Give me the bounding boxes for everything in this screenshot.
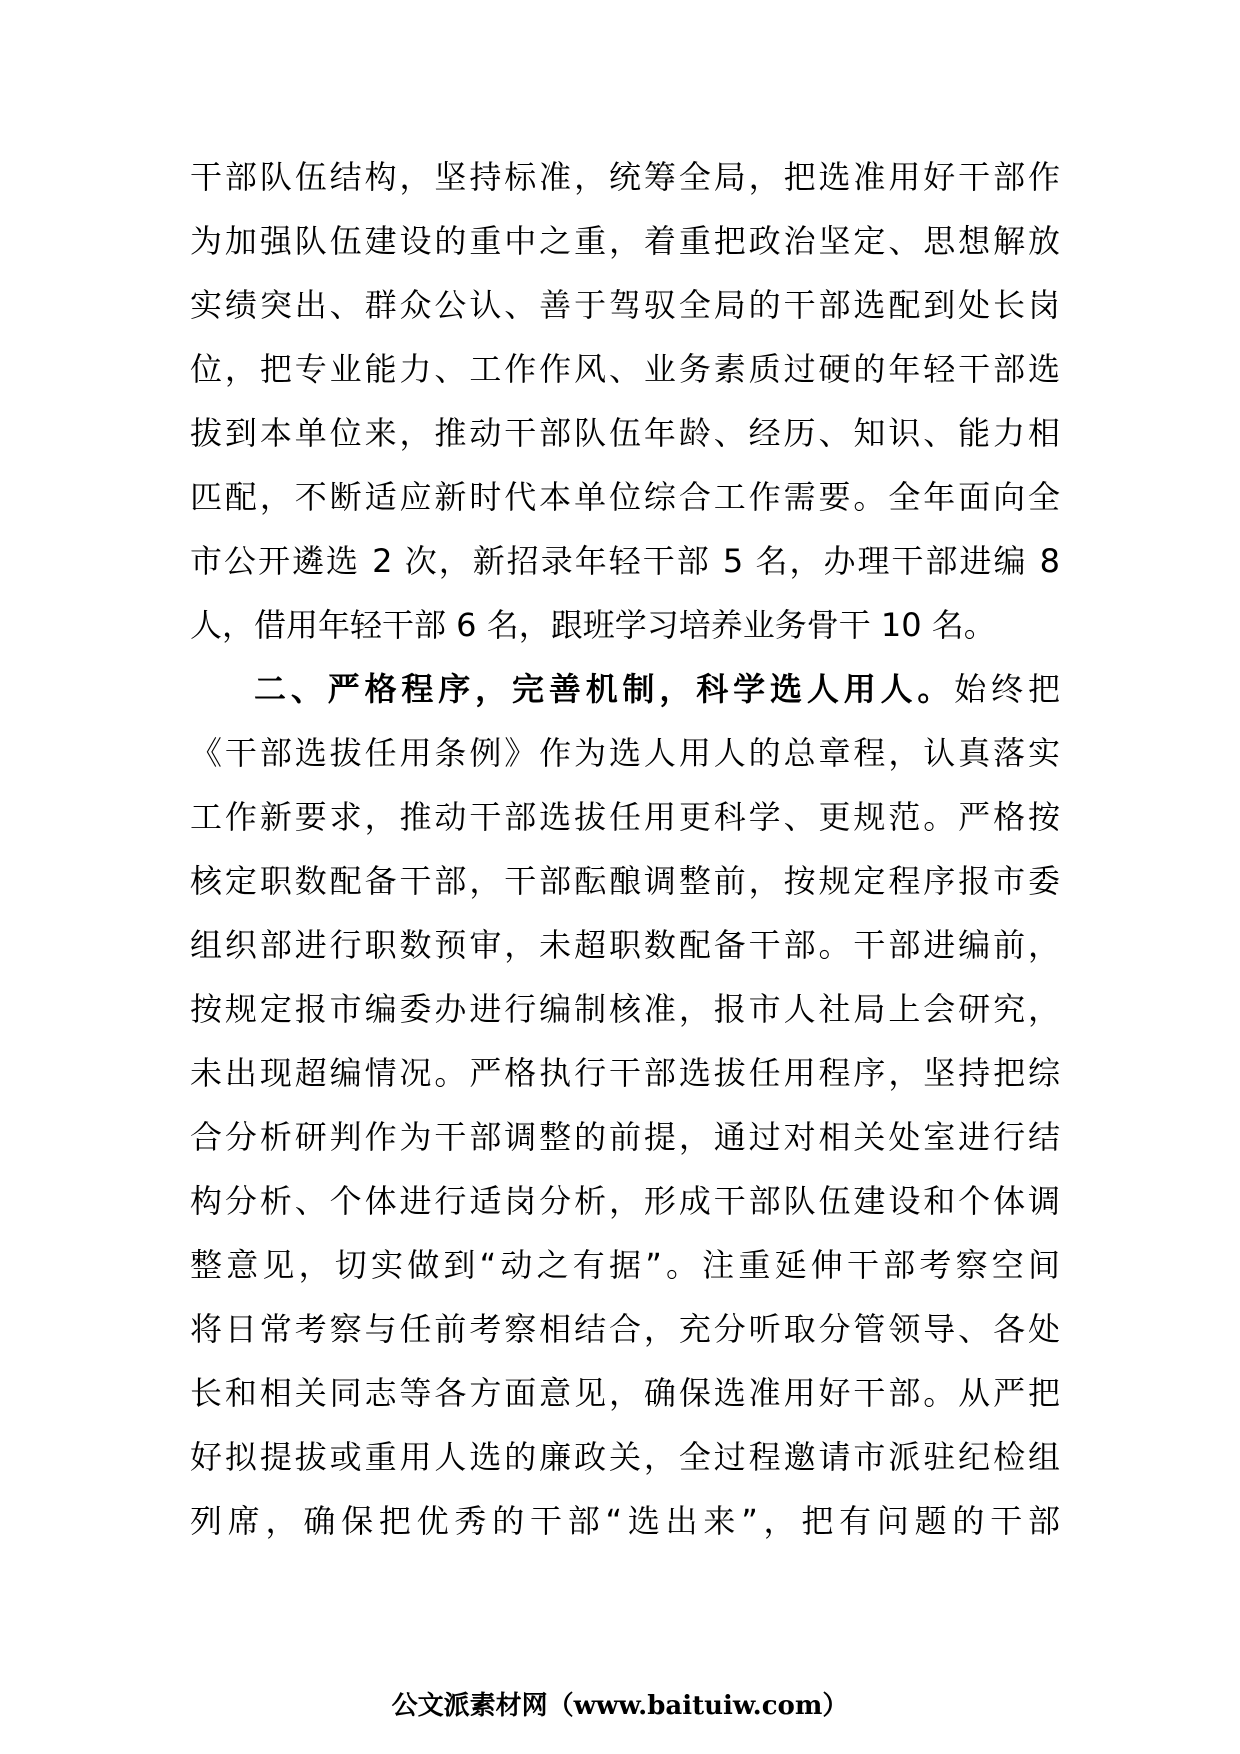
section-line: 《干部选拔任用条例》作为选人用人的总章程，认真落实 — [190, 734, 1060, 772]
paragraph-line: 匹配，不断适应新时代本单位综合工作需要。全年面向全 — [190, 478, 1060, 516]
paragraph-line: 拔到本单位来，推动干部队伍年龄、经历、知识、能力相 — [190, 414, 1060, 452]
section-heading: 二、严格程序，完善机制，科学选人用人。 — [254, 670, 955, 708]
section-line: 整意见，切实做到“动之有据”。注重延伸干部考察空间 — [190, 1246, 1060, 1284]
section-line: 核定职数配备干部，干部酝酿调整前，按规定程序报市委 — [190, 862, 1060, 900]
paragraph-line: 干部队伍结构，坚持标准，统筹全局，把选准用好干部作 — [190, 158, 1060, 196]
section-line: 构分析、个体进行适岗分析，形成干部队伍建设和个体调 — [190, 1182, 1060, 1220]
paragraph-line: 为加强队伍建设的重中之重，着重把政治坚定、思想解放 — [190, 222, 1060, 260]
paragraph-line: 实绩突出、群众公认、善于驾驭全局的干部选配到处长岗 — [190, 286, 1060, 324]
section-line: 将日常考察与任前考察相结合，充分听取分管领导、各处 — [190, 1310, 1060, 1348]
section-line: 按规定报市编委办进行编制核准，报市人社局上会研究， — [190, 990, 1060, 1028]
section-line: 合分析研判作为干部调整的前提，通过对相关处室进行结 — [190, 1118, 1060, 1156]
paragraph-line-last: 人，借用年轻干部 6 名，跟班学习培养业务骨干 10 名。 — [190, 606, 996, 644]
section-heading-line — [254, 657, 1060, 721]
section-line: 好拟提拔或重用人选的廉政关，全过程邀请市派驻纪检组 — [190, 1438, 1060, 1476]
paragraph-line: 市公开遴选 2 次，新招录年轻干部 5 名，办理干部进编 8 — [190, 542, 1060, 580]
section-line: 未出现超编情况。严格执行干部选拔任用程序，坚持把综 — [190, 1054, 1060, 1092]
section-line: 列席，确保把优秀的干部“选出来”，把有问题的干部 — [190, 1502, 1060, 1540]
section-line: 组织部进行职数预审，未超职数配备干部。干部进编前， — [190, 926, 1060, 964]
footer-watermark: 公文派素材网（www.baituiw.com） — [391, 1691, 849, 1721]
section-heading-tail: 始终把 — [954, 670, 1060, 708]
section-line: 工作新要求，推动干部选拔任用更科学、更规范。严格按 — [190, 798, 1060, 836]
paragraph-line: 位，把专业能力、工作作风、业务素质过硬的年轻干部选 — [190, 350, 1060, 388]
section-line: 长和相关同志等各方面意见，确保选准用好干部。从严把 — [190, 1374, 1060, 1412]
